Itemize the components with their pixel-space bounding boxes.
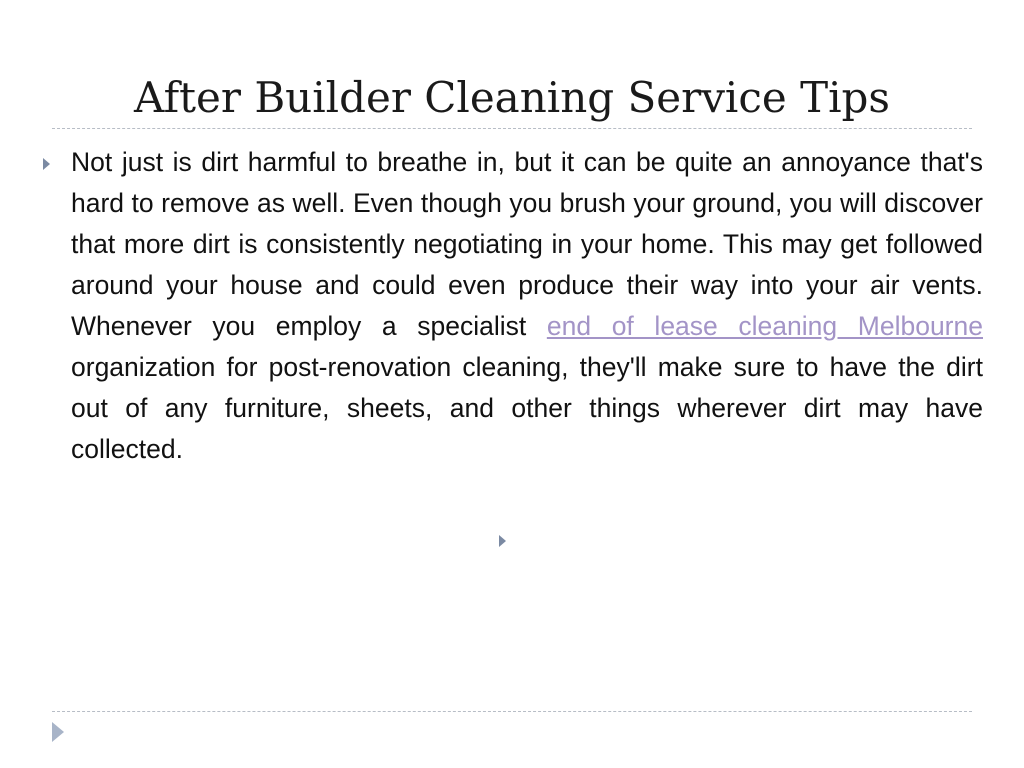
paragraph-text-before-link: Not just is dirt harmful to breathe in, but it can be quite an annoyance that's hard to remove as well. Even though you brush your ground, you will discover that more dirt is consistently negotiating in your home. This may get followed around your house and could even produce their way into your air vents. Whenever you employ a specialist: [71, 147, 983, 341]
footer-divider: [52, 711, 972, 712]
cleaning-link[interactable]: end of lease cleaning Melbourne: [546, 311, 983, 341]
body-paragraph: [71, 142, 983, 470]
paragraph-text-after-link: organization for post-renovation cleaning, they'll make sure to have the dirt out of any furniture, sheets, and other things wherever dirt may have collected.: [71, 352, 983, 464]
slide-title: After Builder Cleaning Service Tips: [134, 73, 890, 122]
empty-bullet-arrow-icon: [499, 535, 506, 547]
title-divider: [52, 128, 972, 129]
corner-arrow-icon: [52, 722, 64, 742]
bullet-arrow-icon: [43, 158, 50, 170]
